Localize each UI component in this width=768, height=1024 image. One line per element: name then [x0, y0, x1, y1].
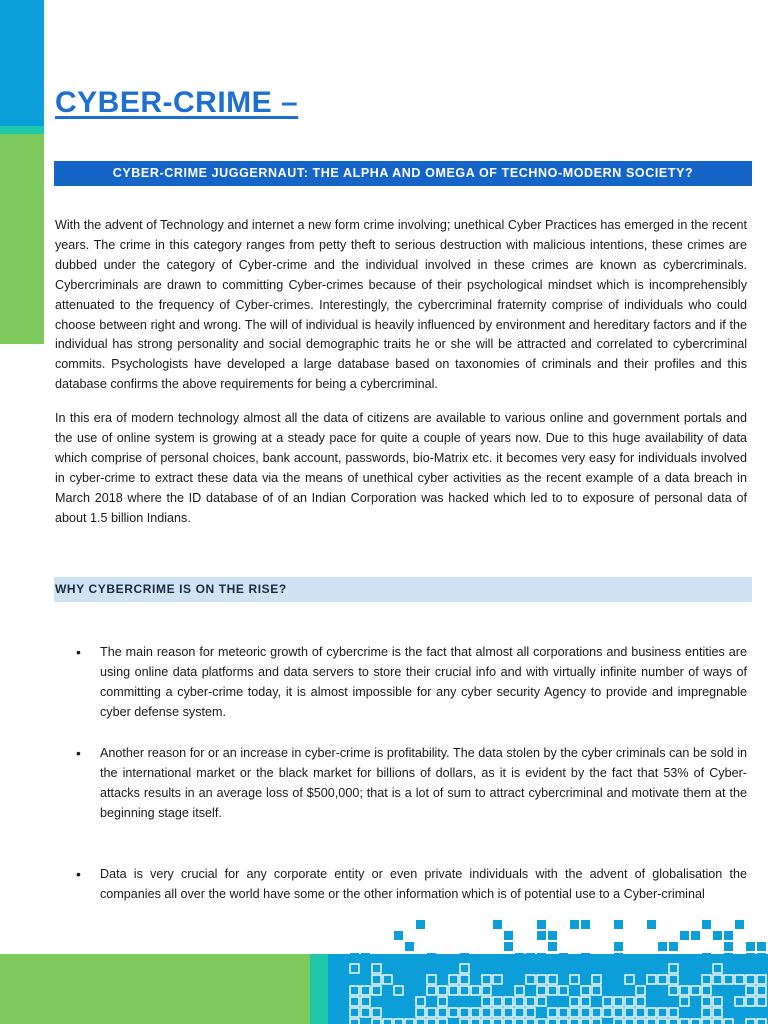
pixel-square	[713, 975, 722, 984]
pixel-square	[504, 997, 513, 1006]
pixel-square	[548, 975, 557, 984]
pixel-square	[526, 953, 535, 962]
pixel-square	[548, 1008, 557, 1017]
pixel-square	[746, 1019, 755, 1024]
pixel-square	[713, 1008, 722, 1017]
pixel-square	[405, 942, 414, 951]
pixel-square	[746, 975, 755, 984]
pixel-square	[361, 986, 370, 995]
pixel-square	[581, 920, 590, 929]
pixel-square	[702, 953, 711, 962]
pixel-square	[625, 1008, 634, 1017]
pixel-square	[427, 1019, 436, 1024]
pixel-square	[757, 975, 766, 984]
pixel-square	[581, 986, 590, 995]
pixel-square	[361, 997, 370, 1006]
pixel-square	[559, 1019, 568, 1024]
pixel-square	[669, 942, 678, 951]
pixel-square	[647, 975, 656, 984]
pixel-square	[570, 1008, 579, 1017]
pixel-square	[581, 997, 590, 1006]
list-item-text: Another reason for or an increase in cyber-crime is profitability. The data stolen by the cyber criminals can be sold in the international market or the black market for billions of dollars, as it is evident by the fact that 53% of Cyber-attacks results in an average loss of $500,000; that is a lot of sum to attract cybercriminal and motivate them at the beginning stage itself.	[100, 746, 747, 820]
paragraph-data-availability: In this era of modern technology almost all the data of citizens are available to various online and government portals and the use of online system is growing at a steady pace for quite a couple of years now. Due to this huge availability of data which comprise of personal choices, bank account, passwords, bio-Matrix etc. it becomes very easy for individuals involved in cyber-crime to extract these data via the means of unethical cyber activities as the recent example of a data breach in March 2018 where the ID database of of an Indian Corporation was hacked which led to to exposure of personal data of about 1.5 billion Indians.	[55, 411, 747, 525]
pixel-square	[691, 986, 700, 995]
pixel-square	[537, 953, 546, 962]
section-heading-why-rise-text: WHY CYBERCRIME IS ON THE RISE?	[55, 582, 287, 596]
pixel-square	[482, 975, 491, 984]
pixel-square	[548, 1019, 557, 1024]
pixel-square	[350, 1008, 359, 1017]
pixel-square	[460, 964, 469, 973]
pixel-square	[372, 1008, 381, 1017]
pixel-square	[427, 986, 436, 995]
pixel-square	[581, 1008, 590, 1017]
pixel-square	[581, 953, 590, 962]
pixel-square	[592, 1019, 601, 1024]
pixel-square	[350, 953, 359, 962]
pixel-square	[515, 986, 524, 995]
pixel-square	[746, 953, 755, 962]
pixel-square	[449, 1008, 458, 1017]
pixel-square	[702, 920, 711, 929]
pixel-square	[669, 964, 678, 973]
pixel-square	[383, 1019, 392, 1024]
pixel-square	[559, 953, 568, 962]
pixel-square	[460, 1019, 469, 1024]
pixel-square	[724, 942, 733, 951]
pixel-square	[713, 997, 722, 1006]
pixel-square	[504, 931, 513, 940]
pixel-square	[724, 1019, 733, 1024]
pixel-square	[625, 1019, 634, 1024]
pixel-square	[515, 1019, 524, 1024]
pixel-square	[658, 975, 667, 984]
section-heading-juggernaut: CYBER-CRIME JUGGERNAUT: THE ALPHA AND OMEGA OF TECHNO-MODERN SOCIETY?	[54, 161, 752, 186]
pixel-square	[702, 997, 711, 1006]
pixel-square	[493, 1019, 502, 1024]
pixel-square	[372, 986, 381, 995]
pixel-square	[658, 1008, 667, 1017]
pixel-square	[669, 986, 678, 995]
pixel-square	[427, 1008, 436, 1017]
pixel-square	[757, 942, 766, 951]
pixel-square	[614, 997, 623, 1006]
pixel-square	[636, 986, 645, 995]
pixel-square	[493, 920, 502, 929]
pixel-square	[438, 986, 447, 995]
pixel-square	[647, 1008, 656, 1017]
pixel-square	[350, 1019, 359, 1024]
pixel-square	[361, 953, 370, 962]
pixel-square	[757, 1019, 766, 1024]
pixel-square	[515, 1008, 524, 1017]
pixel-square	[537, 997, 546, 1006]
pixel-square	[636, 1008, 645, 1017]
pixel-square	[603, 997, 612, 1006]
pixel-square	[757, 997, 766, 1006]
pixel-square	[614, 942, 623, 951]
pixel-square	[394, 1019, 403, 1024]
pixel-square	[669, 1019, 678, 1024]
pixel-square	[735, 975, 744, 984]
pixel-square	[636, 1019, 645, 1024]
pixel-square	[372, 964, 381, 973]
pixel-square	[559, 986, 568, 995]
pixel-square	[504, 1019, 513, 1024]
pixel-square	[614, 953, 623, 962]
pixel-square	[724, 975, 733, 984]
pixel-square	[614, 1019, 623, 1024]
pixel-square	[592, 1008, 601, 1017]
pixel-square	[515, 997, 524, 1006]
pixel-square	[438, 1019, 447, 1024]
pixel-square	[548, 986, 557, 995]
pixel-square	[570, 920, 579, 929]
pixel-square	[493, 997, 502, 1006]
pixel-square	[482, 986, 491, 995]
pixel-square	[427, 975, 436, 984]
pixel-square	[372, 1019, 381, 1024]
pixel-square	[537, 931, 546, 940]
pixel-square	[658, 1019, 667, 1024]
pixel-square	[581, 1019, 590, 1024]
pixel-square	[570, 1019, 579, 1024]
pixel-square	[614, 920, 623, 929]
page-title: CYBER-CRIME –	[55, 86, 299, 119]
pixel-square	[559, 1008, 568, 1017]
pixel-square	[746, 942, 755, 951]
pixel-square	[746, 986, 755, 995]
pixel-square	[713, 931, 722, 940]
pixel-square	[493, 975, 502, 984]
pixel-square	[416, 920, 425, 929]
pixel-square	[537, 1019, 546, 1024]
pixel-square	[493, 1008, 502, 1017]
pixel-square	[548, 942, 557, 951]
pixel-square	[658, 942, 667, 951]
pixel-square	[691, 1019, 700, 1024]
pixel-square	[471, 1019, 480, 1024]
pixel-square	[383, 975, 392, 984]
bullet-icon: •	[76, 644, 81, 660]
pixel-square	[449, 986, 458, 995]
pixel-square	[614, 1008, 623, 1017]
pixel-square	[669, 975, 678, 984]
pixel-square	[625, 997, 634, 1006]
pixel-square	[416, 997, 425, 1006]
pixel-square	[438, 997, 447, 1006]
pixel-square	[669, 1008, 678, 1017]
pixel-square	[713, 1019, 722, 1024]
pixel-square	[504, 1008, 513, 1017]
pixel-square	[460, 1008, 469, 1017]
pixel-square	[625, 975, 634, 984]
pixel-square	[570, 997, 579, 1006]
pixel-square	[372, 975, 381, 984]
bullet-icon: •	[76, 745, 81, 761]
pixel-square	[350, 997, 359, 1006]
paragraph-intro: With the advent of Technology and internet a new form crime involving; unethical Cyber Practices has emerged in the recent years. The crime in this category ranges from petty theft to serious destruction with malicious intentions, these crimes are dubbed under the category of Cyber-crime and the individual involved in these crimes are known as cybercriminals. Cybercriminals are drawn to committing Cyber-crimes because of their psychological mindset which is incomprehensibly attenuated to the frequency of Cyber-crimes. Interestingly, the cybercriminal fraternity comprise of individuals who could choose between right and wrong. The will of individual is heavily influenced by environment and hereditary factors and if the individual has strong personality and social demographic traits he or she will be attracted and correlated to cybercriminal commits. Psychologists have developed a large database based on taxonomies of criminals and their profiles and this database confirms the above requirements for being a cybercriminal.	[55, 218, 747, 392]
pixel-square	[515, 953, 524, 962]
pixel-square	[526, 1019, 535, 1024]
pixel-square	[757, 953, 766, 962]
pixel-square	[482, 1019, 491, 1024]
pixel-square	[680, 986, 689, 995]
pixel-square	[735, 920, 744, 929]
pixel-square	[680, 931, 689, 940]
list-item-text: The main reason for meteoric growth of cybercrime is the fact that almost all corporations and business entities are using online data platforms and data servers to store their crucial info and with virtually infinite number of ways of committing a cyber-crime today, it is almost impossible for any cyber security Agency to provide and impregnable cyber defense system.	[100, 645, 747, 719]
pixel-square	[526, 1008, 535, 1017]
pixel-square	[647, 920, 656, 929]
pixel-square	[460, 986, 469, 995]
bullet-icon: •	[76, 866, 81, 882]
pixel-square	[460, 953, 469, 962]
pixel-square	[504, 942, 513, 951]
list-item-text: Data is very crucial for any corporate entity or even private individuals with the advent of globalisation the companies all over the world have some or the other information which is of potential use to a Cyber-criminal	[100, 867, 747, 901]
pixel-square	[724, 953, 733, 962]
pixel-square	[735, 997, 744, 1006]
pixel-square	[724, 931, 733, 940]
pixel-square	[592, 986, 601, 995]
pixel-square	[350, 964, 359, 973]
pixel-square	[570, 975, 579, 984]
pixel-square	[680, 997, 689, 1006]
pixel-square	[691, 931, 700, 940]
pixel-square	[702, 1019, 711, 1024]
pixel-square	[482, 997, 491, 1006]
pixel-square	[427, 953, 436, 962]
pixel-square	[394, 986, 403, 995]
pixel-square	[416, 1019, 425, 1024]
pixel-square	[647, 1019, 656, 1024]
pixel-square	[361, 1008, 370, 1017]
pixel-square	[537, 920, 546, 929]
pixel-square	[471, 1008, 480, 1017]
pixel-square	[713, 964, 722, 973]
pixel-square	[416, 1008, 425, 1017]
pixel-square	[548, 931, 557, 940]
pixel-square	[449, 975, 458, 984]
pixel-square	[537, 975, 546, 984]
pixel-square	[636, 997, 645, 1006]
pixel-square	[482, 1008, 491, 1017]
pixel-square	[680, 1019, 689, 1024]
pixel-square	[537, 986, 546, 995]
pixel-square	[350, 986, 359, 995]
pixel-square	[592, 975, 601, 984]
pixel-square	[460, 975, 469, 984]
pixel-square	[702, 1008, 711, 1017]
pixel-square	[405, 1019, 414, 1024]
pixel-square	[603, 1008, 612, 1017]
pixel-square	[471, 986, 480, 995]
pixel-square	[702, 975, 711, 984]
pixel-square	[702, 986, 711, 995]
pixel-square	[526, 997, 535, 1006]
pixel-square	[438, 1008, 447, 1017]
pixel-square	[746, 997, 755, 1006]
pixel-square	[526, 975, 535, 984]
pixel-square	[757, 986, 766, 995]
pixel-square	[394, 931, 403, 940]
